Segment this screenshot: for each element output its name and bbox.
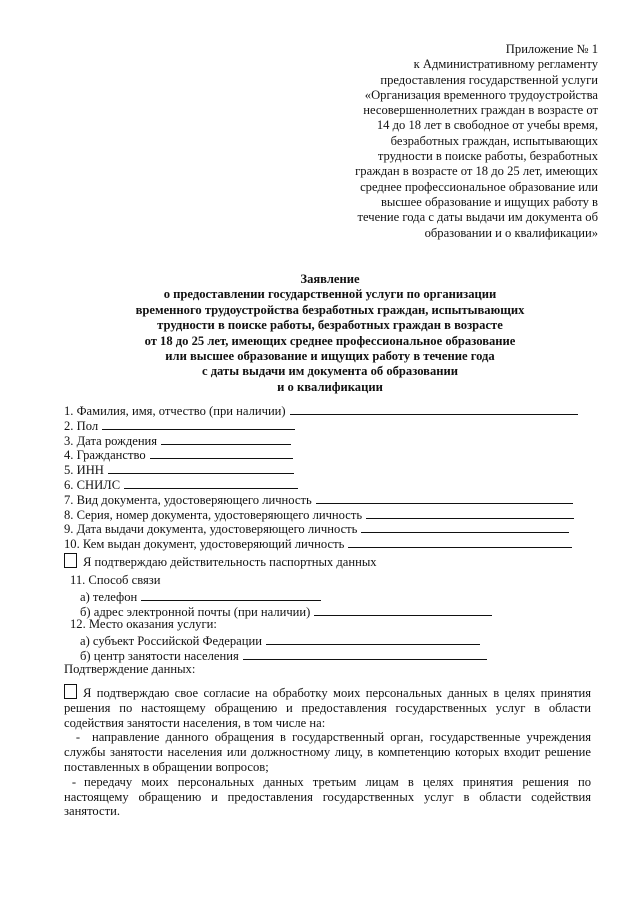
field-label: б) центр занятости населения [80,648,239,663]
title-line: от 18 до 25 лет, имеющих среднее профессиональное образование [144,333,516,348]
federal-subject-input[interactable] [266,632,480,645]
field-label: 10. Кем выдан документ, удостоверяющий личность [64,537,345,552]
field-label: Подтверждение данных: [64,661,196,676]
consent-text: Я подтверждаю свое согласие на обработку моих персональных данных в целях принятия решения по настоящему обращению и предоставления государственных услуг в области содействия занятости населения, в том числе на: [64,686,591,730]
list-dash: - [71,774,77,789]
passport-confirm-row [64,550,594,573]
field-doc-number [64,506,594,521]
birth-date-input[interactable] [161,432,291,445]
field-label: 2. Пол [64,418,99,433]
snils-input[interactable] [124,476,298,489]
title-line: временного трудоустройства безработных граждан, испытывающих [135,302,525,317]
field-doc-issuer [64,535,594,550]
inn-input[interactable] [108,461,294,474]
appendix-line: среднее профессиональное образование или [360,179,598,194]
title-line: с даты выдачи им документа об образовании [201,364,459,379]
appendix-line: 14 до 18 лет в свободное от учебы время, [376,118,598,133]
field-service-place [64,617,594,632]
field-label: а) субъект Российской Федерации [80,634,262,649]
passport-confirm-label: Я подтверждаю действительность паспортных данных [83,554,377,569]
field-gender [64,417,594,432]
title-line: о предоставлении государственной услуги по организации [163,287,497,302]
field-label: 11. Способ связи [70,572,161,587]
phone-input[interactable] [141,588,321,601]
field-doc-date [64,520,594,535]
field-label: 12. Место оказания услуги: [70,617,217,632]
doc-issuer-input[interactable] [348,535,572,548]
document-title [80,272,580,395]
title-line: и о квалификации [277,379,383,394]
appendix-line: «Организация временного трудоустройства [364,87,598,102]
doc-number-input[interactable] [366,506,574,519]
field-doc-type [64,491,594,506]
list-dash: - [75,730,81,745]
field-phone [64,588,594,603]
title-line: трудности в поиске работы, безработных граждан в возрасте [157,318,503,333]
field-full-name [64,402,594,417]
field-label: 5. ИНН [64,463,104,478]
field-inn [64,461,594,476]
email-input[interactable] [314,603,492,616]
appendix-line: к Административному регламенту [413,57,598,72]
full-name-input[interactable] [290,402,578,415]
appendix-note [298,42,598,241]
field-employment-center [64,647,594,662]
doc-type-input[interactable] [316,491,573,504]
appendix-line: образовании и о квалификации» [424,225,598,240]
field-label: 8. Серия, номер документа, удостоверяющего личность [64,507,363,522]
field-label: б) адрес электронной почты (при наличии) [80,604,311,619]
consent-section [64,684,591,819]
appendix-line: несовершеннолетних граждан в возрасте от [363,103,598,118]
field-label: 3. Дата рождения [64,433,158,448]
appendix-line: Приложение № 1 [505,42,598,56]
passport-confirm-checkbox[interactable] [64,553,77,568]
appendix-line: высшее образование и ищущих работу в [380,194,598,209]
field-citizenship [64,446,594,461]
doc-date-input[interactable] [361,520,569,533]
appendix-line: безработных граждан, испытывающих [390,133,598,148]
field-label: 9. Дата выдачи документа, удостоверяющего личность [64,522,358,537]
field-label: 1. Фамилия, имя, отчество (при наличии) [64,404,286,418]
field-snils [64,476,594,491]
consent-checkbox[interactable] [64,684,77,699]
gender-input[interactable] [102,417,295,430]
field-federal-subject [64,632,594,647]
citizenship-input[interactable] [150,446,293,459]
appendix-line: трудности в поиске работы, безработных [377,149,598,164]
appendix-line: граждан в возрасте от 18 до 25 лет, имеющих [355,164,598,179]
field-data-confirmation [64,662,594,677]
field-label: 4. Гражданство [64,448,146,463]
consent-item: направление данного обращения в государственный орган, государственные учреждения службы занятости населения или должностному лицу, в компетенцию которых входит решение поставленных в обращении вопросов; [64,730,591,774]
appendix-line: предоставления государственной услуги [380,72,598,87]
field-label: а) телефон [80,589,138,604]
employment-center-input[interactable] [243,647,487,660]
form-fields [64,402,594,677]
consent-item: передачу моих персональных данных третьим лицам в целях принятия решения по настоящему обращению и предоставления государственных услуг в области содействия занятости. [64,774,591,819]
appendix-line: течение года с даты выдачи им документа об [357,210,598,225]
title-heading: Заявление [300,272,360,286]
field-contact-method [64,573,594,588]
field-label: 6. СНИЛС [64,477,121,492]
field-birth-date [64,432,594,447]
field-label: 7. Вид документа, удостоверяющего личность [64,492,312,507]
title-line: или высшее образование и ищущих работу в течение года [165,349,495,364]
field-email [64,603,594,618]
